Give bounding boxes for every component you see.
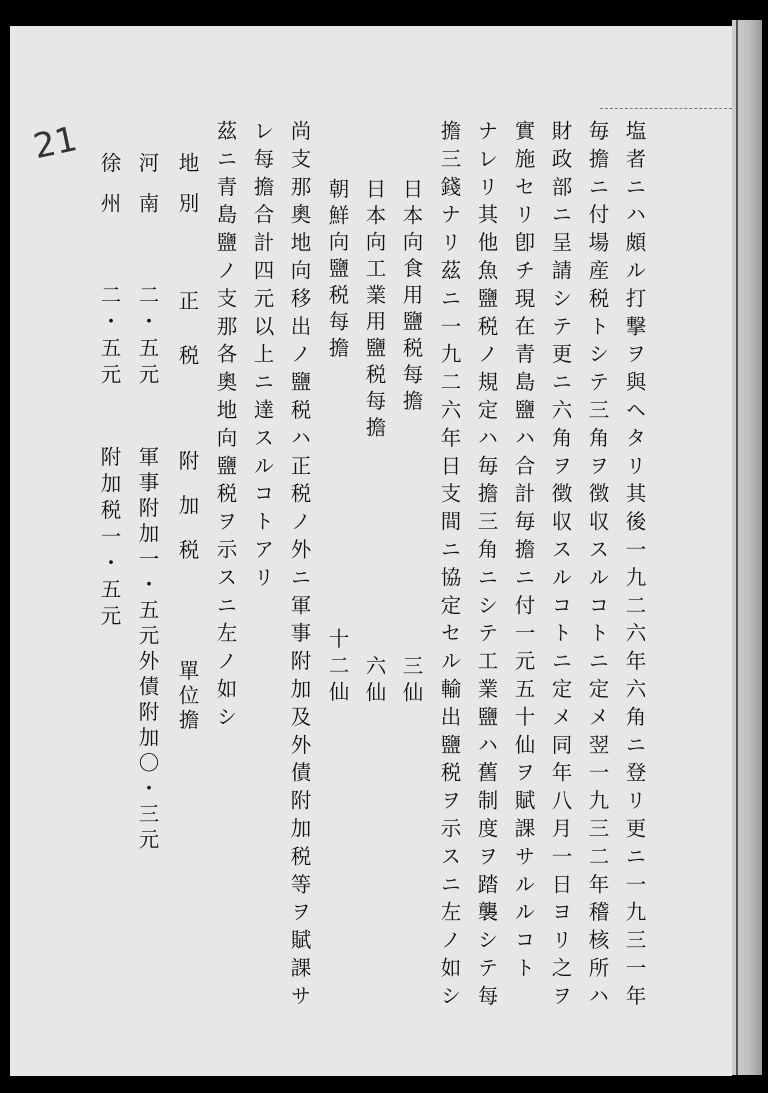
text-line: 實施セリ卽チ現在青島鹽ハ合計毎擔ニ付一元五十仙ヲ賦課サルルコト	[511, 120, 535, 985]
table-header-unit: 單位擔	[175, 660, 199, 734]
text-line: 擔三錢ナリ茲ニ一九二六年日支間ニ協定セル輸出鹽税ヲ示スニ左ノ如シ	[437, 120, 461, 1013]
text-line: 塩者ニハ頗ル打撃ヲ與ヘタリ其後一九二六年六角ニ登リ更ニ一九三一年	[622, 120, 646, 1013]
table-cell-surcharge: 軍事附加一・五元外債附加〇・三元	[135, 446, 159, 854]
export-rate-value: 三仙	[399, 655, 423, 708]
table-header-surcharge: 附加税	[175, 450, 199, 584]
page-number: 21	[30, 119, 81, 168]
export-rate-value: 六仙	[362, 655, 386, 708]
text-line: 財政部ニ呈請シテ更ニ六角ヲ徴収スルコトニ定メ同年八月一日ヨリ之ヲ	[548, 120, 572, 1013]
text-line: 毎擔ニ付場産税トシテ三角ヲ徴収スルコトニ定メ翌一九三二年稽核所ハ	[585, 120, 609, 1013]
table-cell-region: 河南	[135, 152, 159, 233]
table-header-region: 地別	[175, 152, 199, 233]
table-header-main: 正税	[175, 290, 199, 399]
top-rule-line	[600, 108, 732, 109]
text-line: 尚支那奧地向移出ノ鹽税ハ正税ノ外ニ軍事附加及外債附加税等ヲ賦課サ	[287, 120, 311, 1013]
table-cell-surcharge: 附加税一・五元	[97, 446, 121, 632]
table-cell-region: 徐州	[97, 152, 121, 233]
export-rate-label: 日本向食用鹽税每擔	[399, 178, 423, 417]
text-line: 茲ニ青島鹽ノ支那各奧地向鹽税ヲ示スニ左ノ如シ	[213, 120, 237, 734]
text-line: ナレリ其他魚鹽税ノ規定ハ毎擔三角ニシテ工業鹽ハ舊制度ヲ踏襲シテ每	[474, 120, 498, 1013]
table-cell-main: 二・五元	[135, 284, 159, 390]
export-rate-label: 日本向工業用鹽税每擔	[362, 178, 386, 443]
text-line: レ每擔合計四元以上ニ達スルコトアリ	[250, 120, 274, 595]
export-rate-value: 十二仙	[325, 628, 349, 708]
page-binding-line	[736, 20, 738, 1075]
table-cell-main: 二・五元	[97, 284, 121, 390]
export-rate-label: 朝鮮向鹽税每擔	[325, 178, 349, 364]
